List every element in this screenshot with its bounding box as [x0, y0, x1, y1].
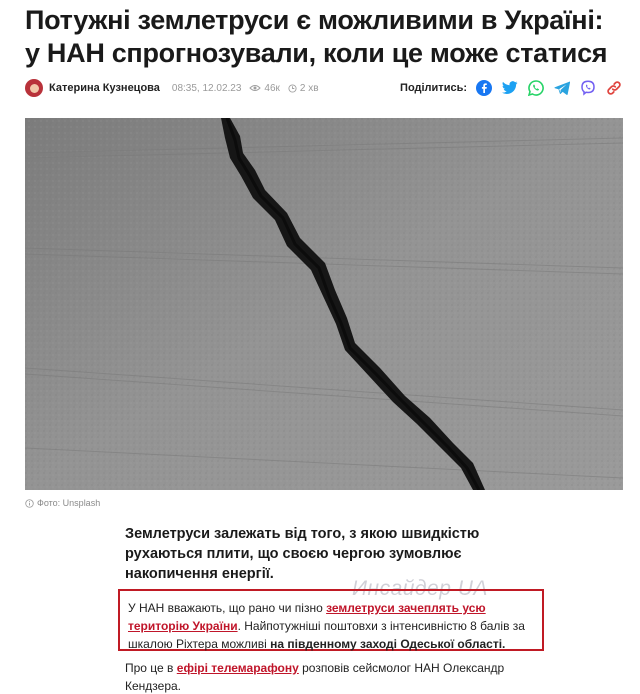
asphalt-crack-image: [25, 118, 623, 490]
para-text-1: Про це в: [125, 661, 177, 675]
para-text-2: розповів сейсмолог НАН Олександр Кендзера.: [125, 661, 505, 693]
article-lead: Землетруси залежать від того, з якою швидкістю рухаються плити, що своєю чергою зумовлює накопичення енергії.: [125, 526, 480, 582]
publish-date: 08:35, 12.02.23: [171, 82, 242, 94]
share-label: Поділитись:: [400, 82, 467, 94]
photo-caption: Фото: Unsplash: [25, 498, 100, 508]
article-photo: [25, 118, 623, 490]
quote-bold: на південному заході Одеської області.: [270, 637, 506, 651]
quote-text-2: . Найпотужніші поштовхи з інтенсивністю 8 балів за шкалою Ріхтера можливі: [128, 619, 525, 651]
telemarathon-link[interactable]: ефірі телемарафону: [176, 661, 299, 675]
article-meta: [25, 78, 623, 98]
whatsapp-icon[interactable]: [527, 79, 545, 97]
watermark: Инсайдер UA: [352, 577, 488, 600]
read-time: 2 хв: [288, 83, 319, 94]
quote-text-1: У НАН вважають, що рано чи пізно: [128, 601, 327, 615]
author-avatar[interactable]: [25, 79, 43, 97]
info-icon: [25, 499, 34, 508]
share-icons: [475, 79, 623, 97]
earthquake-link[interactable]: землетруси зачеплять усю територію України: [128, 601, 486, 633]
article-paragraph: [125, 659, 545, 694]
twitter-icon[interactable]: [501, 79, 519, 97]
author-name[interactable]: Катерина Кузнецова: [49, 82, 160, 94]
article-title: Потужні землетруси є можливими в Україні: у НАН спрогнозували, коли це може статися: [25, 5, 608, 68]
facebook-icon[interactable]: [475, 79, 493, 97]
highlight-box: [118, 589, 544, 651]
clock-icon: [288, 84, 297, 93]
link-icon[interactable]: [605, 79, 623, 97]
telegram-icon[interactable]: [553, 79, 571, 97]
viber-icon[interactable]: [579, 79, 597, 97]
eye-icon: [249, 84, 261, 92]
views-count: 46к: [249, 83, 280, 94]
